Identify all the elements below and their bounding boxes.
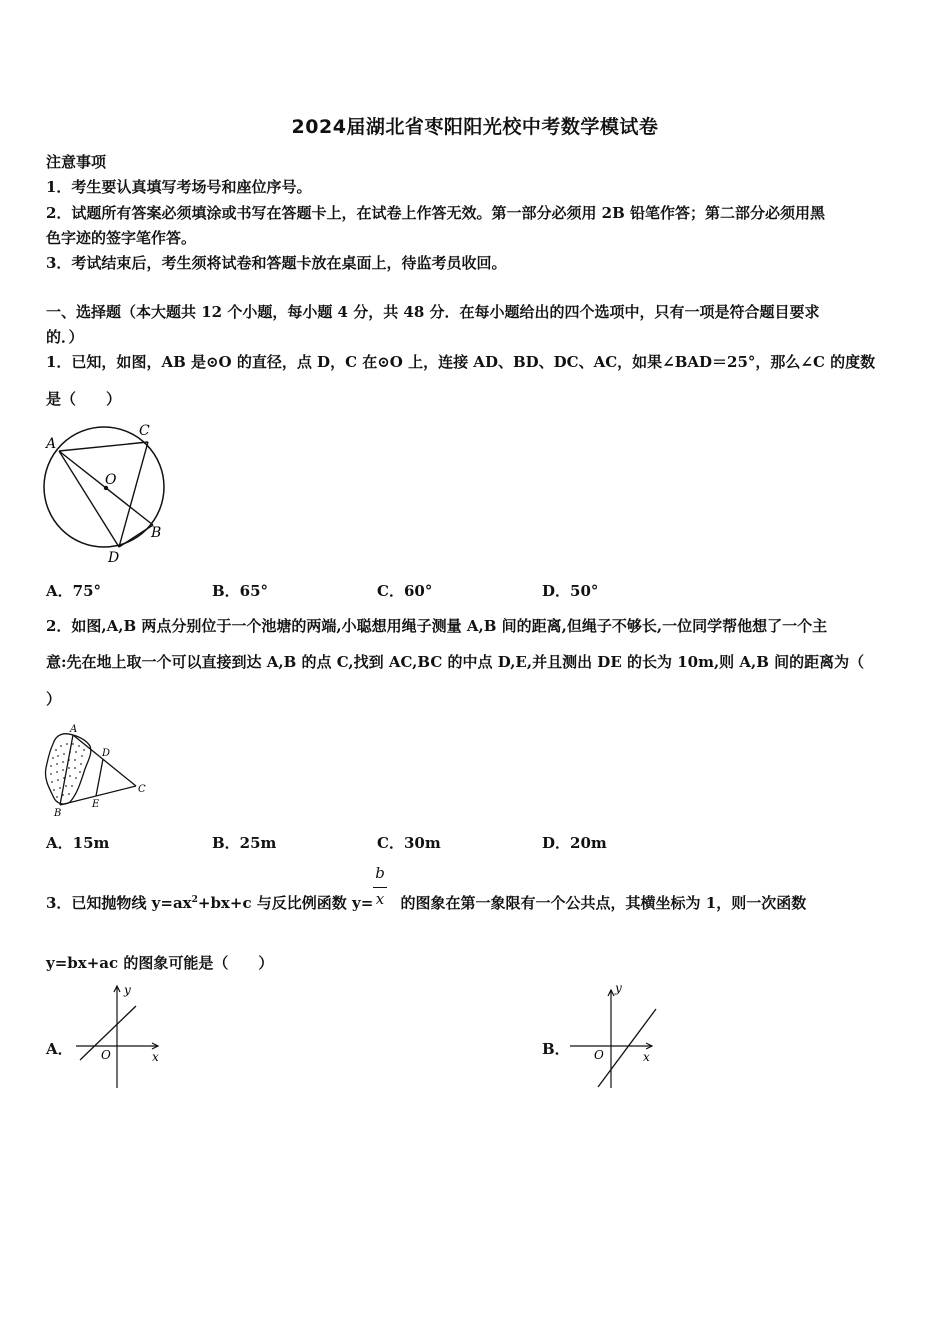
q3-graph-b bbox=[566, 980, 661, 1092]
q2-option-c[interactable]: C．30m bbox=[377, 834, 441, 852]
segment-ab bbox=[60, 735, 73, 805]
label-b: B bbox=[54, 808, 62, 819]
q1-option-a[interactable]: A．75° bbox=[46, 582, 102, 600]
q3-fraction-numerator: b bbox=[375, 864, 385, 882]
label-c: C bbox=[139, 423, 150, 439]
q2-stem-end: ） bbox=[46, 690, 62, 708]
q3-exponent: 2 bbox=[191, 895, 198, 905]
label-d: D bbox=[108, 550, 120, 566]
q1-option-b[interactable]: B．65° bbox=[212, 582, 269, 600]
notice-item-1: 1．考生要认真填写考场号和座位序号。 bbox=[46, 178, 312, 196]
page-title: 2024届湖北省枣阳阳光校中考数学模试卷 bbox=[291, 116, 659, 138]
q1-circle-figure bbox=[40, 418, 170, 568]
label-y: y bbox=[615, 981, 622, 995]
q1-option-d[interactable]: D．50° bbox=[542, 582, 599, 600]
q3-option-b[interactable]: B． bbox=[542, 1040, 570, 1058]
q2-pond-figure bbox=[40, 722, 155, 820]
q2-option-d[interactable]: D．20m bbox=[542, 834, 607, 852]
label-d: D bbox=[102, 748, 111, 759]
label-o: O bbox=[105, 472, 117, 488]
pond-dots bbox=[50, 743, 85, 798]
notice-heading: 注意事项 bbox=[46, 153, 107, 171]
q2-stem-cont: 意:先在地上取一个可以直接到达 A,B 的点 C,找到 AC,BC 的中点 D,E,并且测出 DE 的长为 10m,则 A,B 间的距离为（ bbox=[46, 653, 865, 671]
q2-option-a[interactable]: A．15m bbox=[46, 834, 110, 852]
segment-ad bbox=[59, 451, 119, 547]
notice-item-3: 3．考试结束后，考生须将试卷和答题卡放在桌面上，待监考员收回。 bbox=[46, 254, 507, 272]
notice-item-2: 2．试题所有答案必须填涂或书写在答题卡上，在试卷上作答无效。第一部分必须用 2B 铅笔作答；第二部分必须用黑 bbox=[46, 204, 826, 222]
label-a: A bbox=[70, 724, 78, 735]
label-o: O bbox=[594, 1048, 604, 1062]
label-x: x bbox=[643, 1050, 650, 1064]
segment-de bbox=[96, 759, 103, 796]
q3-graph-a bbox=[72, 980, 167, 1092]
segment-ac bbox=[59, 442, 148, 451]
label-y: y bbox=[124, 983, 131, 997]
q3-option-a[interactable]: A． bbox=[46, 1040, 73, 1058]
label-b: B bbox=[151, 525, 162, 541]
q2-option-b[interactable]: B．25m bbox=[212, 834, 277, 852]
q3-fraction-bar bbox=[373, 887, 387, 888]
label-c: C bbox=[138, 784, 146, 795]
q3-stem-cont: y=bx+ac 的图象可能是（ ） bbox=[46, 954, 274, 972]
q3-fraction-denominator: x bbox=[375, 890, 385, 908]
q3-stem bbox=[46, 890, 806, 913]
label-o: O bbox=[101, 1048, 111, 1062]
label-e: E bbox=[92, 799, 100, 810]
q2-stem: 2．如图,A,B 两点分别位于一个池塘的两端,小聪想用绳子测量 A,B 间的距离,但绳子不够长,一位同学帮他想了一个主 bbox=[46, 617, 828, 635]
notice-item-2-cont: 色字迹的签字笔作答。 bbox=[46, 229, 197, 247]
section-heading-cont: 的．） bbox=[46, 328, 84, 346]
q1-stem: 1．已知，如图，AB 是⊙O 的直径，点 D，C 在⊙O 上，连接 AD、BD、DC、AC，如果∠BAD＝25°，那么∠C 的度数 bbox=[46, 353, 876, 371]
q3-stem-prefix: 3．已知抛物线 y=ax bbox=[46, 894, 192, 912]
label-a: A bbox=[46, 436, 57, 452]
label-x: x bbox=[152, 1050, 159, 1064]
q3-stem-middle: +bx+c 与反比例函数 y= bbox=[197, 894, 374, 912]
q3-stem-suffix: 的图象在第一象限有一个公共点，其横坐标为 1，则一次函数 bbox=[395, 894, 807, 912]
section-heading: 一、选择题（本大题共 12 个小题，每小题 4 分，共 48 分．在每小题给出的四个选项中，只有一项是符合题目要求 bbox=[46, 303, 820, 321]
q1-option-c[interactable]: C．60° bbox=[377, 582, 433, 600]
q1-stem-cont: 是（ ） bbox=[46, 390, 122, 408]
